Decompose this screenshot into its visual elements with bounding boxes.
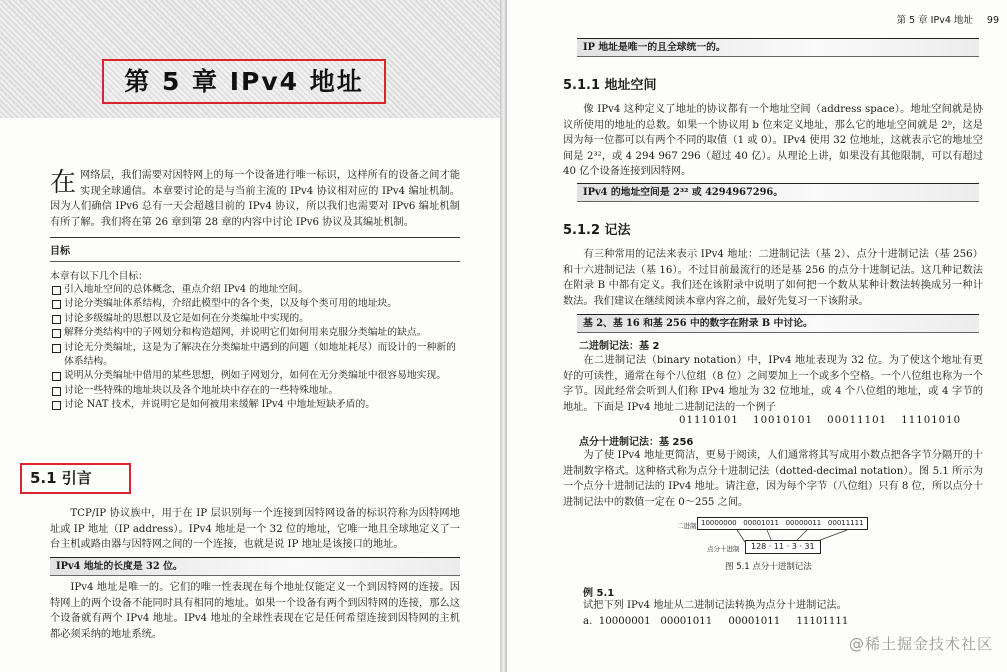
objectives-box <box>50 237 460 413</box>
section-5-1-2-title: 5.1.2 记法 <box>563 223 631 238</box>
figure-binary-value: 10000000 00001011 00000011 00011111 <box>697 517 868 530</box>
book-gutter <box>500 0 507 672</box>
notation-paragraph: 有三种常用的记法来表示 IPv4 地址：二进制记法（基 2）、点分十进制记法（基 256）和十六进制记法（基 16）。不过目前最流行的还是基 256 的点分十进制记法。这几种记数法在附录 B 中都有定义。我们还在该附录中说明了如何把一个数从某种计数法转换成另一种计数法。我们建议在继续阅读本章内容之前，最好先复习一下该附录。 <box>563 249 983 307</box>
header-chapter: 第 5 章 IPv4 地址 <box>896 15 973 26</box>
uniqueness-paragraph: IPv4 地址是唯一的。它们的唯一性表现在每个地址仅能定义一个到因特网的连接。因特网上的两个设备不能同时具有相同的地址。如果一个设备有两个到因特网的连接，那么这个设备就有两个 IPv4 地址。IPv4 地址的全球性表现在它是任何希望连接到因特网的主机都必须采纳的地址系统。 <box>50 582 460 640</box>
objective-item: 引入地址空间的总体概念，重点介绍 IPv4 的地址空间。 <box>50 283 460 297</box>
section-5-1-1-title: 5.1.1 地址空间 <box>563 78 657 93</box>
objectives-heading: 目标 <box>50 246 70 257</box>
figure-caption: 图 5.1 点分十进制记法 <box>725 562 812 572</box>
example-5-1-text: 试把下列 IPv4 地址从二进制记法转换为点分十进制记法。 <box>583 600 847 611</box>
figure-binary-label: 二进制 <box>677 522 697 530</box>
figure-dotted-value: 128 · 11 · 3 · 31 <box>745 540 821 554</box>
running-header <box>883 12 999 26</box>
dotted-decimal-heading: 点分十进制记法：基 256 <box>579 437 694 448</box>
drop-cap: 在 <box>50 168 77 198</box>
binary-notation-heading: 二进制记法：基 2 <box>579 341 660 352</box>
example-5-1-heading: 例 5.1 <box>583 588 615 599</box>
binary-example: 01110101 10010101 00011101 11101010 <box>679 415 962 426</box>
objective-item: 讨论一些特殊的地址块以及各个地址块中存在的一些特殊地址。 <box>50 384 460 398</box>
figure-dotted-label: 点分十进制 <box>707 545 740 553</box>
objectives-intro: 本章有以下几个目标： <box>50 271 148 282</box>
binary-notation-paragraph: 在二进制记法（binary notation）中，IPv4 地址表现为 32 位。为了使这个地址有更好的可读性，通常在每个八位组（8 位）之间要加上一个或多个空格。一个八位组也称为一个字节。因此经常会听到人们称 IPv4 地址为 32 位地址，或 4 个八位组的地址，或 4 字节的地址。下面是 IPv4 地址二进制记法的一个例子 <box>563 355 983 413</box>
left-page <box>0 0 500 672</box>
right-page <box>507 0 1007 672</box>
figure-5-1 <box>677 516 877 572</box>
section-5-1-title: 5.1 引言 <box>20 463 131 494</box>
note-address-space: IPv4 的地址空间是 2³² 或 4294967296。 <box>577 183 979 202</box>
objective-item: 讨论 NAT 技术，并说明它是如何被用来缓解 IPv4 中地址短缺矛盾的。 <box>50 398 460 412</box>
dotted-decimal-paragraph: 为了使 IPv4 地址更简洁，更易于阅读，人们通常将其写成用小数点把各字节分隔开的十进制数字格式。这种格式称为点分十进制记法（dotted-decimal notation）。图 5.1 所示为一个点分十进制记法的 IPv4 地址。请注意，因为每个字节（八位组）只有 8 位，所以点分十进制记法中的数值一定在 0～255 之间。 <box>563 450 983 508</box>
page-number: 99 <box>986 15 999 26</box>
intro-paragraph <box>50 168 460 230</box>
intro-text: 网络层，我们需要对因特网上的每一个设备进行唯一标识，这样所有的设备之间才能实现全球通信。本章要讨论的是与当前主流的 IPv4 协议相对应的 IPv4 编址机制。因为人们确信 IPv6 总有一天会超越目前的 IPv4 协议，所以我们也需要对 IPv6 编址机制有所了解。我们将在第 26 章到第 28 章的内容中讨论 IPv6 协议及其编址机制。 <box>50 170 460 228</box>
section-5-1-paragraph: TCP/IP 协议族中，用于在 IP 层识别每一个连接到因特网设备的标识符称为因特网地址或 IP 地址（IP address）。IPv4 地址是一个 32 位的地址，它唯一地且全球地定义了一台主机或路由器与因特网之间的一个连接，也就是说 IP 地址是该接口的地址。 <box>50 508 460 550</box>
address-space-paragraph: 像 IPv4 这种定义了地址的协议都有一个地址空间（address space）。地址空间就是协议所使用的地址的总数。如果一个协议用 b 位来定义地址，那么它的地址空间就是 2ᵇ，这是因为每一位都可以有两个不同的取值（1 或 0）。IPv4 使用 32 位地址，这就表示它的地址空间是 2³²，或 4 294 967 296（超过 40 亿）。从理论上讲，如果没有其他限制，可以有超过 40 亿个设备连接到因特网。 <box>563 104 983 177</box>
objective-item: 讨论无分类编址，这是为了解决在分类编址中遇到的问题（如地址耗尽）而设计的一种新的体系结构。 <box>50 341 460 370</box>
note-unique-global: IP 地址是唯一的且全球统一的。 <box>577 38 979 57</box>
example-5-1-item-a: a. 10000001 00001011 00001011 11101111 <box>583 616 849 627</box>
watermark: @稀土掘金技术社区 <box>848 635 993 653</box>
note-bases: 基 2、基 16 和基 256 中的数字在附录 B 中讨论。 <box>577 314 979 333</box>
note-ipv4-length: IPv4 地址的长度是 32 位。 <box>50 557 460 576</box>
objectives-rule <box>50 261 460 262</box>
objective-item: 讨论分类编址体系结构，介绍此模型中的各个类，以及每个类可用的地址块。 <box>50 297 460 311</box>
objective-item: 解释分类结构中的子网划分和构造超网，并说明它们如何用来克服分类编址的缺点。 <box>50 326 460 340</box>
chapter-title: 第 5 章 IPv4 地址 <box>102 59 386 104</box>
objective-item: 讨论多级编址的思想以及它是如何在分类编址中实现的。 <box>50 312 460 326</box>
objective-item: 说明从分类编址中借用的某些思想，例如子网划分，如何在无分类编址中很容易地实现。 <box>50 369 460 383</box>
